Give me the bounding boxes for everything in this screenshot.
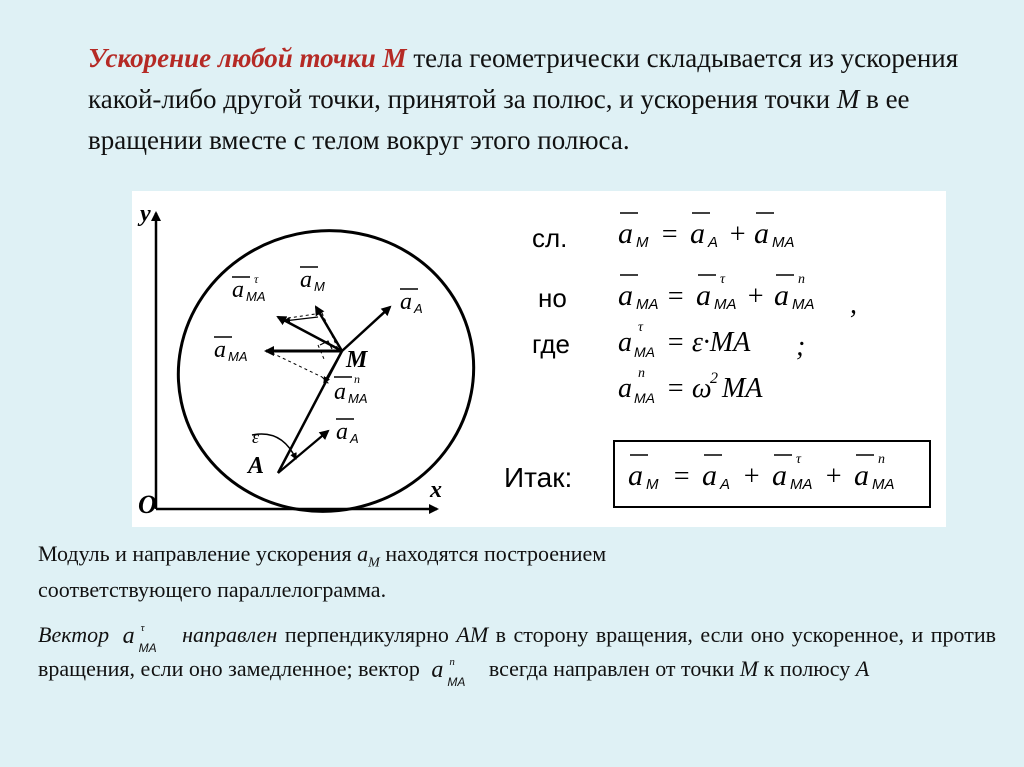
svg-text:=: = [660, 219, 679, 250]
f2-a: a [618, 279, 633, 312]
formula-label-itak: Итак: [504, 462, 573, 493]
point-a-label: A [248, 453, 265, 479]
p1-word: находятся [385, 541, 479, 566]
p1-word: и [115, 541, 127, 566]
intro-paragraph [88, 38, 1000, 161]
label-a-MA: a [214, 337, 226, 363]
p1-symbol: $a_M$ [357, 541, 380, 571]
f4-a: a [618, 373, 632, 404]
f1-sub: M [636, 234, 649, 251]
f4-sq: 2 [710, 370, 718, 387]
p1-word: построением [483, 541, 607, 566]
formula-1 [618, 213, 795, 251]
f1-a3: a [754, 217, 769, 250]
axis-y-label: y [140, 201, 151, 227]
f4-ma: MA [722, 373, 763, 404]
f3-a: a [618, 327, 632, 358]
f3-sub: MA [634, 344, 655, 360]
axis-x-label: x [430, 477, 442, 503]
p2-text2: в сторону вращения, если оно ускоренное, и против вращения, если оно замедленное; вектор [38, 622, 997, 682]
f1-a2: a [690, 217, 705, 250]
label-a-M-sub: M [314, 279, 325, 294]
label-a-A-bottom-sub: A [350, 431, 359, 446]
p2-a: A [855, 656, 870, 682]
label-a-A-top-sub: A [414, 301, 423, 316]
svg-text:+: + [824, 461, 843, 492]
f4-sub: MA [634, 390, 655, 406]
fr-tau: τ [796, 452, 802, 467]
svg-text:+: + [742, 461, 761, 492]
p2-vektor: Вектор [38, 622, 110, 648]
label-a-M: a [300, 267, 312, 293]
label-a-MA-tau: a [232, 277, 244, 303]
f1-sub3: MA [772, 234, 795, 251]
label-a-MA-group [214, 337, 248, 364]
f4-n: n [638, 366, 645, 381]
svg-text:+: + [728, 219, 747, 250]
f1-sub2: A [708, 234, 719, 251]
p2-am: AM [456, 622, 489, 648]
p1-line2: соответствующего параллелограмма. [38, 577, 387, 603]
vector-a-A-at-A [278, 431, 328, 473]
f3-tau: τ [638, 320, 644, 335]
f2-sub2: MA [714, 296, 737, 313]
label-a-MA-n: a [334, 379, 346, 405]
p2-m: M [739, 656, 759, 682]
p1-word: Модуль [38, 541, 110, 566]
point-m-label: M [346, 347, 368, 373]
fr-a: a [628, 459, 643, 492]
fr-sub3: MA [790, 476, 813, 493]
label-a-A-top: a [400, 289, 412, 315]
f2-comma: , [850, 289, 857, 320]
formula-label-no: но [538, 283, 567, 313]
f1-a: a [618, 217, 633, 250]
figure-panel [132, 191, 946, 527]
label-a-MA-tau-group [232, 272, 266, 304]
p2-symbol-n: a n MA [431, 656, 466, 689]
p2-napravlen: направлен [182, 622, 278, 648]
label-n: n [354, 372, 360, 386]
paragraph-vector [38, 620, 996, 688]
origin-label: O [138, 490, 157, 519]
p2-symbol-tau: a τ MA [122, 622, 157, 655]
formula-2 [618, 272, 857, 320]
formula-3 [618, 320, 805, 362]
intro-tail: в ее вращении вместе с телом вокруг этого полюса. [88, 84, 910, 155]
f2-sub3: MA [792, 296, 815, 313]
f2-a2: a [696, 279, 711, 312]
label-a-A-bottom: a [336, 419, 348, 445]
f2-n: n [798, 272, 805, 287]
label-a-A-top-group [400, 289, 423, 316]
p1-word: направление [132, 541, 251, 566]
intro-point-m: M [836, 84, 860, 114]
p2-text3: всегда направлен от точки [483, 656, 740, 682]
vector-a-A-at-M [342, 307, 390, 351]
label-a-MA-tau-sub: MA [246, 289, 266, 304]
f3-semicolon: ; [796, 331, 806, 362]
paragraph-modulus [38, 540, 996, 603]
p1-word: ускорения [255, 541, 352, 566]
intro-rest: тела геометрически складывается из ускорения какой-либо другой точки, принятой за полюс, и ускорения точки [88, 43, 959, 114]
svg-text:=: = [666, 281, 685, 312]
formula-label-cl: сл. [532, 223, 568, 253]
f2-tau: τ [720, 272, 726, 287]
svg-text:=: = [672, 461, 691, 492]
f4-eq: = ω [666, 373, 712, 404]
label-tau: τ [254, 272, 259, 286]
diagram-svg [132, 191, 946, 527]
epsilon-label: ε [252, 427, 260, 447]
fr-sub: M [646, 476, 659, 493]
f3-rhs: = ε·MA [666, 327, 751, 358]
label-a-MA-n-sub: MA [348, 391, 368, 406]
formula-label-gde: где [532, 329, 570, 359]
f2-sub: MA [636, 296, 659, 313]
fr-a3: a [772, 459, 787, 492]
fr-sub2: A [720, 476, 731, 493]
fr-a4: a [854, 459, 869, 492]
fr-sub4: MA [872, 476, 895, 493]
f2-a3: a [774, 279, 789, 312]
fr-a2: a [702, 459, 717, 492]
label-a-MA-n-group [334, 372, 368, 406]
p2-text4: к полюсу [758, 656, 856, 682]
fr-n: n [878, 452, 885, 467]
label-a-MA-sub: MA [228, 349, 248, 364]
formula-result [628, 452, 895, 493]
formula-4 [618, 366, 763, 406]
p2-text1: перпендикулярно [277, 622, 457, 648]
intro-lead: Ускорение любой точки M [88, 43, 407, 73]
svg-text:+: + [746, 281, 765, 312]
label-a-M-group [300, 267, 325, 294]
body-ellipse [152, 203, 500, 527]
label-a-A-bottom-group [336, 419, 359, 446]
